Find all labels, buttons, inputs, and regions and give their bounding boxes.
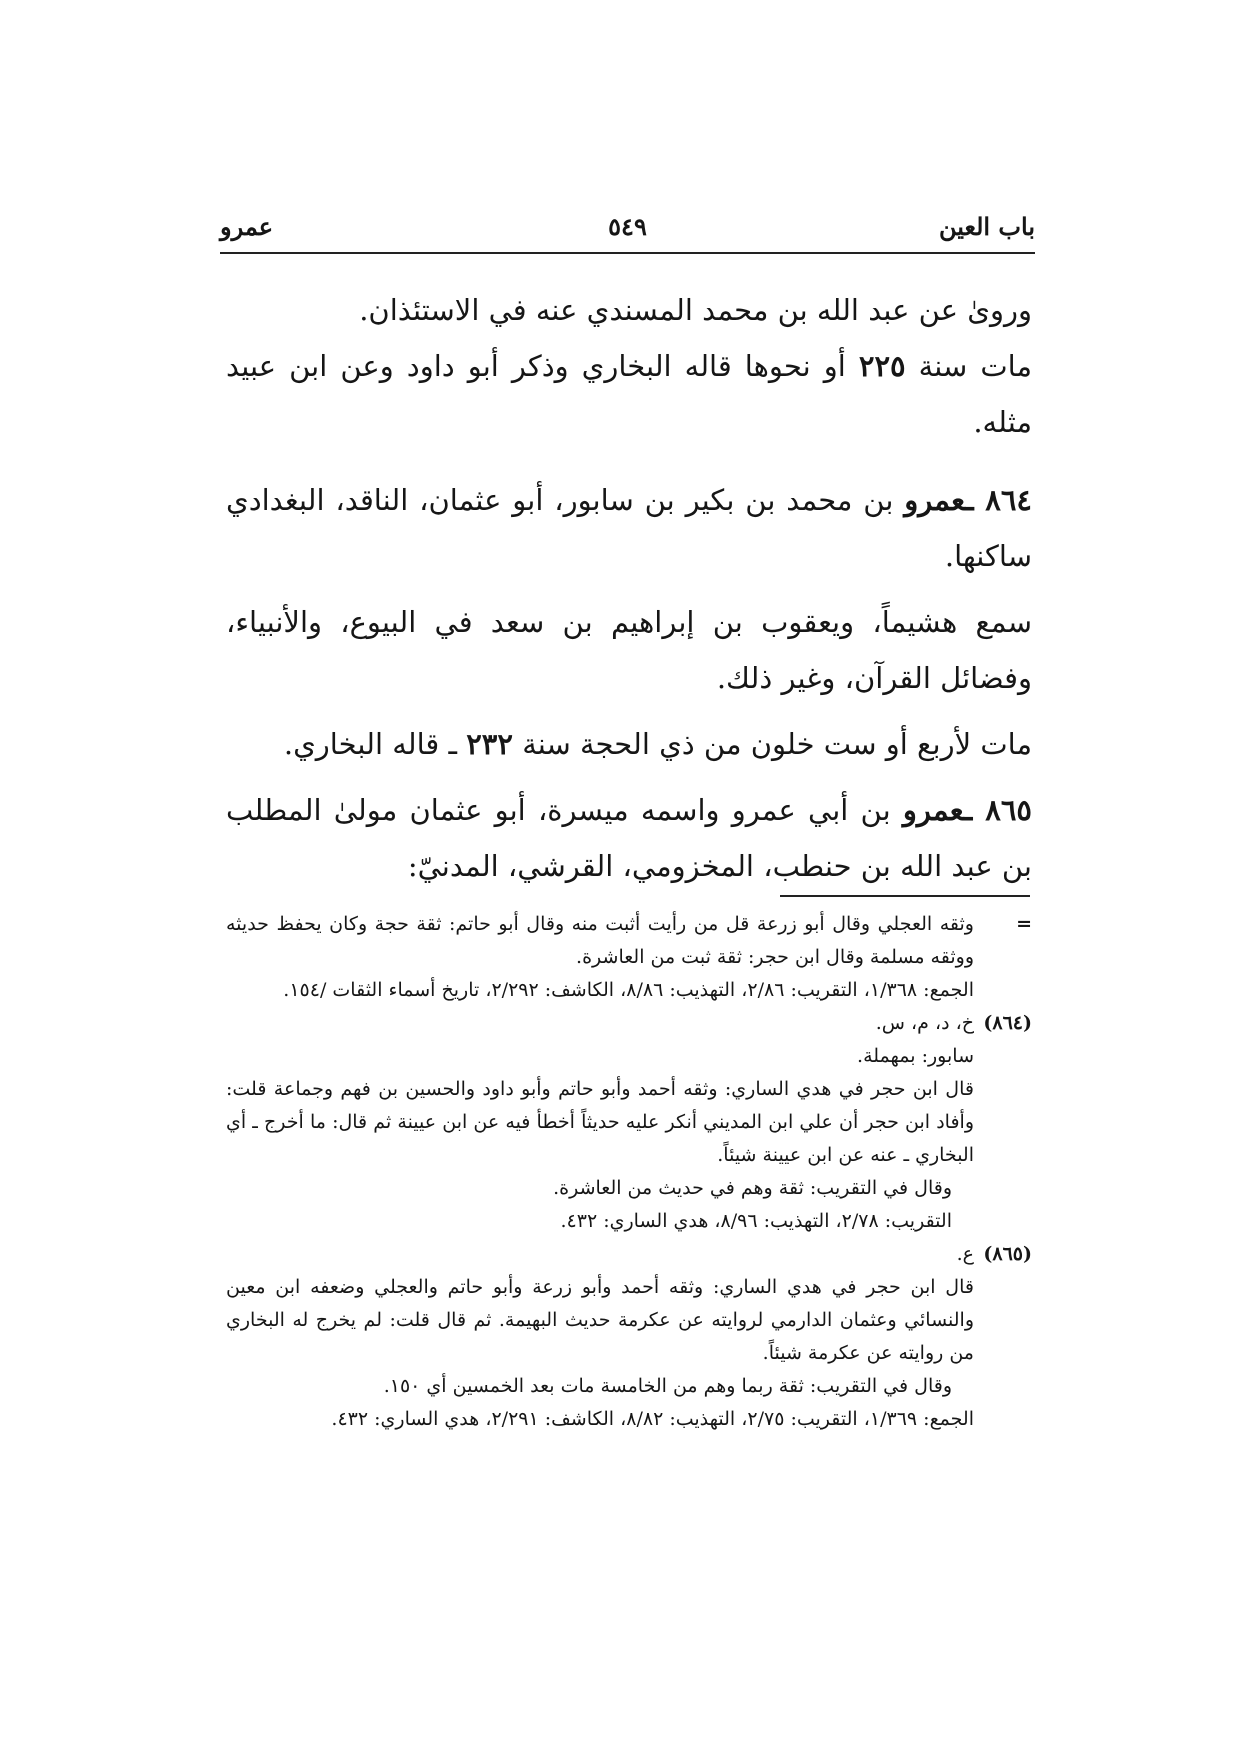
footnote-864 [226, 1007, 1032, 1238]
paragraph-heard-from: سمع هشيماً، ويعقوب بن إبراهيم بن سعد في البيوع، والأنبياء، وفضائل القرآن، وغير ذلك. [226, 605, 1032, 695]
footnote-line: الجمع: ١/٣٦٩، التقريب: ٢/٧٥، التهذيب: ٨/٨٢، الكاشف: ٢/٢٩١، هدي الساري: ٤٣٢. [331, 1408, 974, 1430]
footnote-marker: (٨٦٥) [983, 1243, 1032, 1265]
entry-865: ٨٦٥ ـعمرو بن أبي عمرو واسمه ميسرة، أبو عثمان مولىٰ المطلب بن عبد الله بن حنطب، المخزومي، القرشي، المدنيّ: [226, 793, 1033, 883]
entry-number: ٨٦٥ ـ [963, 793, 1033, 827]
footnote-865 [226, 1238, 1032, 1436]
footnotes [226, 908, 1032, 1436]
footnote-rule [780, 895, 1030, 897]
paragraph-narration: وروىٰ عن عبد الله بن محمد المسندي عنه في الاستئذان. [359, 293, 1032, 327]
footnote-line: ع. [956, 1243, 974, 1265]
footnote-line: التقريب: ٢/٧٨، التهذيب: ٨/٩٦، هدي الساري: ٤٣٢. [560, 1210, 952, 1232]
paragraph-death-date: مات سنة ٢٢٥ أو نحوها قاله البخاري وذكر أبو داود وعن ابن عبيد مثله. [226, 349, 1032, 439]
footnote-line: سابور: بمهملة. [857, 1045, 974, 1067]
footnote-marker: (٨٦٤) [983, 1012, 1032, 1034]
page-number: ٥٤٩ [608, 212, 647, 241]
footnote-line: وقال في التقريب: ثقة وهم في حديث من العاشرة. [553, 1177, 952, 1199]
header-rule [220, 252, 1035, 254]
entry-name: عمرو [904, 483, 966, 517]
continuation-marker: = [1016, 913, 1032, 935]
main-text [226, 282, 1032, 894]
entry-number: ٨٦٤ ـ [965, 483, 1033, 517]
footnote-continued [226, 908, 1032, 1007]
year-number: ٢٢٥ [858, 349, 906, 383]
entry-name: عمرو [902, 793, 964, 827]
footnote-line: خ، د، م، س. [875, 1012, 974, 1034]
chapter-title: باب العين [938, 212, 1035, 241]
footnote-line: وقال في التقريب: ثقة ربما وهم من الخامسة مات بعد الخمسين أي ١٥٠. [383, 1375, 952, 1397]
footnote-line: قال ابن حجر في هدي الساري: وثقه أحمد وأبو حاتم وأبو داود والحسين بن فهم وجماعة قلت: وأفاد ابن حجر أن علي ابن المديني أنكر عليه حديثاً أخطأ فيه عن ابن عيينة ثم قال: ما أخرج ـ أي البخاري ـ عنه عن ابن عيينة شيئاً. [226, 1078, 974, 1166]
running-header [220, 208, 1035, 252]
paragraph-death-864: مات لأربع أو ست خلون من ذي الحجة سنة ٢٣٢ ـ قاله البخاري. [283, 727, 1032, 761]
year-number: ٢٣٢ [466, 727, 513, 761]
entry-864: ٨٦٤ ـعمرو بن محمد بن بكير بن سابور، أبو عثمان، الناقد، البغدادي ساكنها. [226, 483, 1033, 573]
footnote-line: وثقه العجلي وقال أبو زرعة قل من رأيت أثبت منه وقال أبو حاتم: ثقة حجة وكان يحفظ حديثه ووثقه مسلمة وقال ابن حجر: ثقة ثبت من العاشرة. [226, 913, 974, 968]
footnote-line: قال ابن حجر في هدي الساري: وثقه أحمد وأبو زرعة وأبو حاتم والعجلي وضعفه ابن معين والنسائي وعثمان الدارمي لروايته عن عكرمة حديث البهيمة. ثم قال قلت: لم يخرج له البخاري من روايته عن عكرمة شيئاً. [226, 1276, 974, 1364]
footnote-line: الجمع: ١/٣٦٨، التقريب: ٢/٨٦، التهذيب: ٨/٨٦، الكاشف: ٢/٢٩٢، تاريخ أسماء الثقات /١٥٤. [283, 979, 974, 1001]
entry-keyword: عمرو [220, 212, 274, 241]
